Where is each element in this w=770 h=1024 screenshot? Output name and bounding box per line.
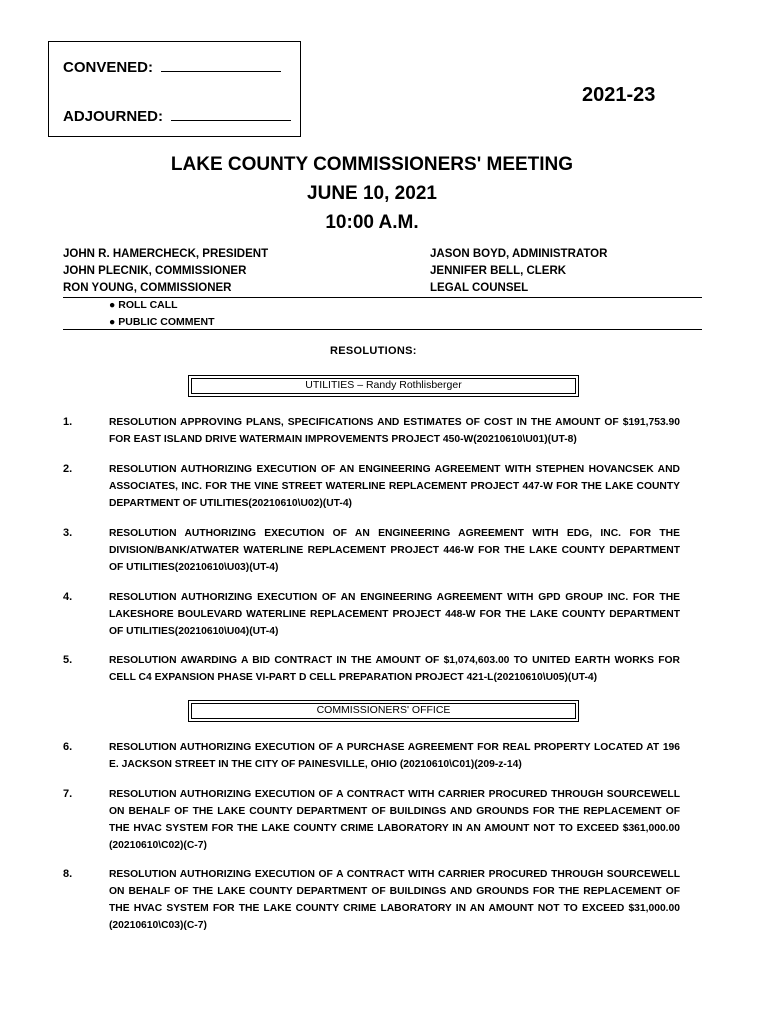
resolution-text: RESOLUTION AUTHORIZING EXECUTION OF AN ENGINEERING AGREEMENT WITH EDG, INC. FOR THE DIVISION/BANK/ATWATER WATERLINE REPLACEMENT PROJECT 446-W FOR THE LAKE COUNTY DEPARTMENT OF UTILITIES(20210610\U03)(UT-4) — [109, 528, 680, 573]
convened-adjourned-box — [48, 41, 301, 137]
official-name: JOHN PLECNIK, COMMISSIONER — [63, 265, 247, 277]
adjourned-line — [63, 108, 291, 125]
section-commissioners-office — [188, 700, 579, 722]
staff-list — [430, 246, 607, 297]
item-number: 1. — [63, 416, 73, 428]
meeting-time: 10:00 A.M. — [325, 212, 419, 233]
resolution-text: RESOLUTION AUTHORIZING EXECUTION OF AN ENGINEERING AGREEMENT WITH GPD GROUP INC. FOR THE LAKESHORE BOULEVARD WATERLINE REPLACEMENT PROJECT 448-W FOR THE LAKE COUNTY DEPARTMENT OF UTILITIES(20210610\U04)(UT-4) — [109, 592, 680, 637]
item-number: 6. — [63, 741, 73, 753]
item-number: 8. — [63, 868, 73, 880]
official-name: LEGAL COUNSEL — [430, 282, 529, 294]
resolutions-heading: RESOLUTIONS: — [330, 345, 417, 357]
resolution-text: RESOLUTION AUTHORIZING EXECUTION OF AN ENGINEERING AGREEMENT WITH STEPHEN HOVANCSEK AND ASSOCIATES, INC. FOR THE VINE STREET WATERLINE REPLACEMENT PROJECT 447-W FOR THE LAKE COUNTY DEPARTMENT OF UTILITIES(20210610\U02)(UT-4) — [109, 464, 680, 509]
agenda-bullet: ● ROLL CALL — [109, 299, 178, 311]
resolution-text: RESOLUTION AUTHORIZING EXECUTION OF A PURCHASE AGREEMENT FOR REAL PROPERTY LOCATED AT 196 E. JACKSON STREET IN THE CITY OF PAINESVILLE, OHIO (20210610\C01)(209-z-14) — [109, 742, 680, 770]
official-name: JOHN R. HAMERCHECK, PRESIDENT — [63, 248, 269, 260]
agenda-bullets — [109, 297, 215, 331]
convened-line — [63, 59, 281, 76]
resolution-text: RESOLUTION APPROVING PLANS, SPECIFICATIONS AND ESTIMATES OF COST IN THE AMOUNT OF $191,753.90 FOR EAST ISLAND DRIVE WATERMAIN IMPROVEMENTS PROJECT 450-W(20210610\U01)(UT-8) — [109, 417, 680, 445]
document-number: 2021-23 — [582, 84, 656, 106]
convened-label: CONVENED: — [63, 59, 154, 76]
meeting-title: LAKE COUNTY COMMISSIONERS' MEETING — [170, 154, 574, 175]
adjourned-label: ADJOURNED: — [63, 108, 164, 125]
section-utilities — [188, 375, 579, 397]
item-number: 2. — [63, 463, 73, 475]
official-name: RON YOUNG, COMMISSIONER — [63, 282, 232, 294]
item-number: 3. — [63, 527, 73, 539]
divider-bottom — [63, 329, 702, 330]
item-number: 7. — [63, 788, 73, 800]
section-utilities-label: UTILITIES – Randy Rothlisberger — [191, 378, 576, 394]
item-number: 4. — [63, 591, 73, 603]
convened-blank — [161, 59, 281, 72]
resolution-text: RESOLUTION AUTHORIZING EXECUTION OF A CONTRACT WITH CARRIER PROCURED THROUGH SOURCEWELL ON BEHALF OF THE LAKE COUNTY DEPARTMENT OF BUILDINGS AND GROUNDS FOR THE REPLACEMENT OF THE HVAC SYSTEM FOR THE LAKE COUNTY CRIME LABORATORY IN AN AMOUNT NOT TO EXCEED $31,000.00 (20210610\C03)(C-7) — [109, 869, 680, 931]
resolution-text: RESOLUTION AWARDING A BID CONTRACT IN THE AMOUNT OF $1,074,603.00 TO UNITED EARTH WORKS FOR CELL C4 EXPANSION PHASE VI-PART D CELL PREPARATION PROJECT 421-L(20210610\U05)(UT-4) — [109, 655, 680, 683]
item-number: 5. — [63, 654, 73, 666]
official-name: JASON BOYD, ADMINISTRATOR — [430, 248, 608, 260]
resolution-text: RESOLUTION AUTHORIZING EXECUTION OF A CONTRACT WITH CARRIER PROCURED THROUGH SOURCEWELL ON BEHALF OF THE LAKE COUNTY DEPARTMENT OF BUILDINGS AND GROUNDS FOR THE REPLACEMENT OF THE HVAC SYSTEM FOR THE LAKE COUNTY CRIME LABORATORY IN AN AMOUNT NOT TO EXCEED $361,000.00 (20210610\C02)(C-7) — [109, 789, 680, 851]
commissioners-list — [63, 246, 268, 297]
adjourned-blank — [171, 108, 291, 121]
agenda-bullet: ● PUBLIC COMMENT — [109, 316, 215, 328]
section-commissioners-office-label: COMMISSIONERS' OFFICE — [191, 703, 576, 719]
meeting-date: JUNE 10, 2021 — [307, 183, 437, 204]
official-name: JENNIFER BELL, CLERK — [430, 265, 567, 277]
